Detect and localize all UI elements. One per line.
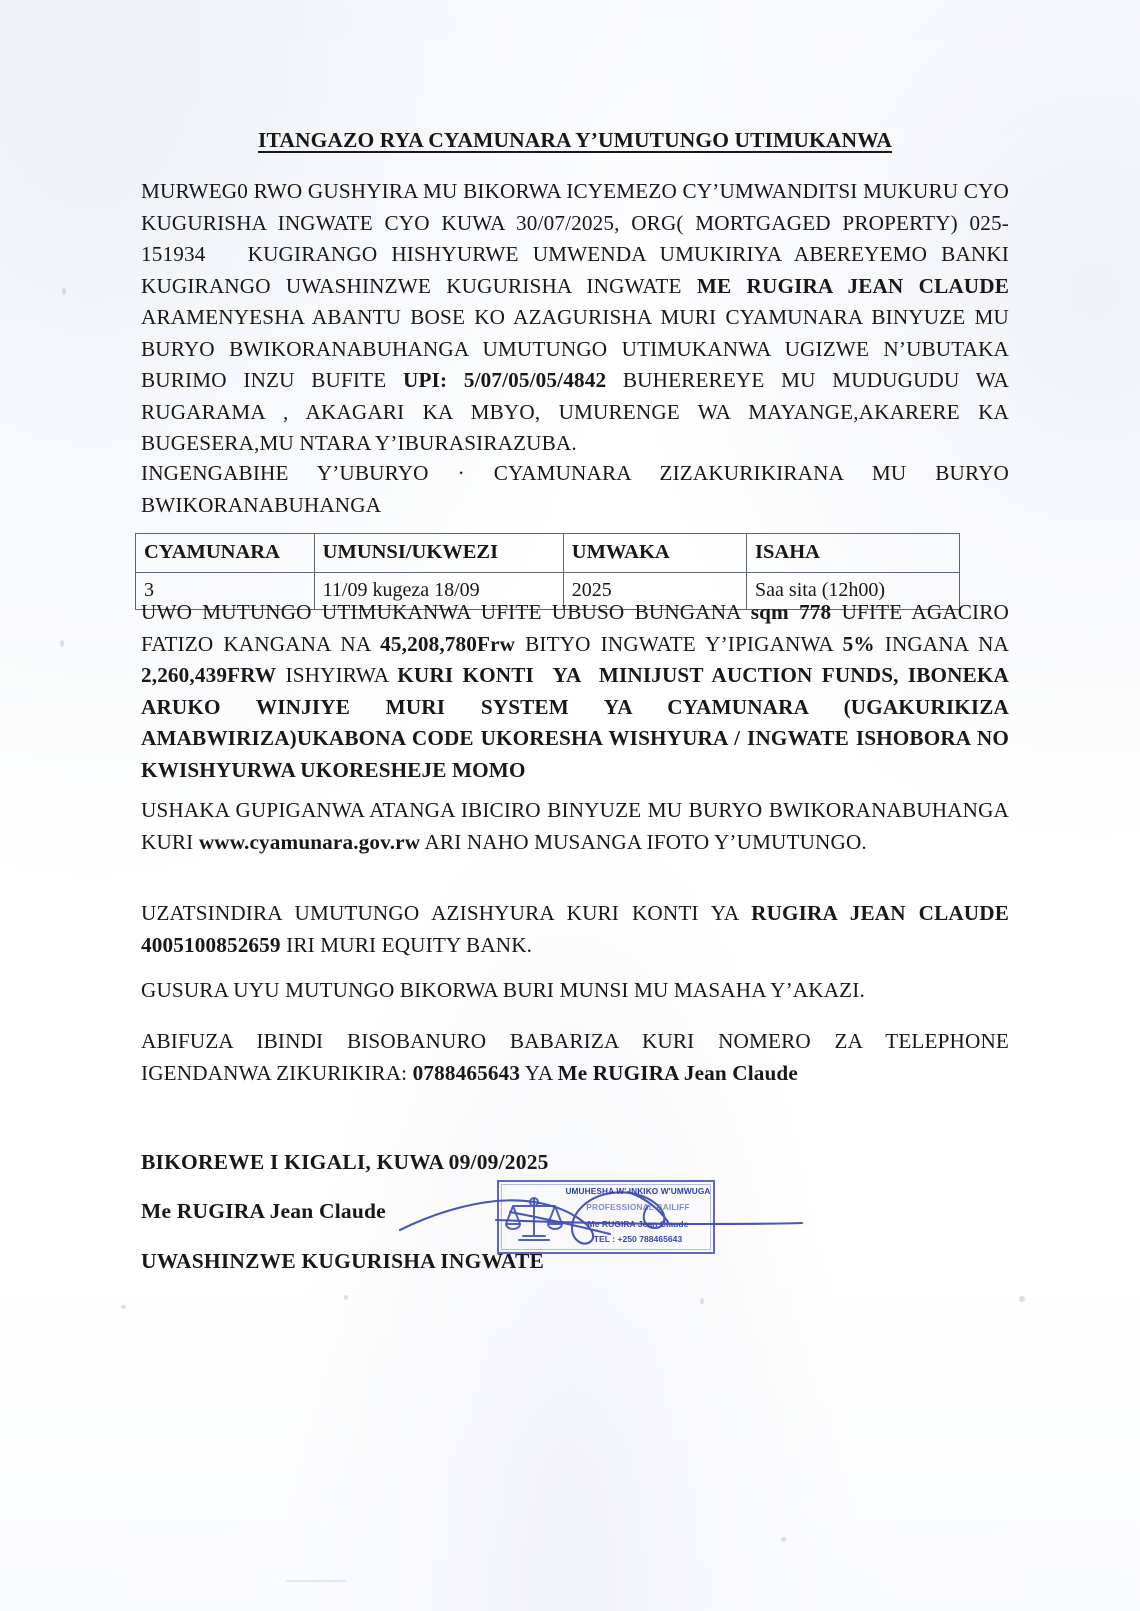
paragraph-2: INGENGABIHE Y’UBURYO · CYAMUNARA ZIZAKURIKIRANA MU BURYO BWIKORANABUHANGA	[141, 461, 1009, 517]
th-isaha: ISAHA	[747, 534, 960, 573]
paragraph-4-block	[141, 795, 1009, 858]
paragraph-7-block	[141, 1026, 1009, 1089]
paragraph-1-block	[141, 176, 1009, 460]
stamp-line-4: TEL : +250 788465643	[593, 1234, 683, 1244]
scan-speck	[62, 288, 66, 295]
official-bailiff-stamp	[497, 1180, 715, 1254]
p5-bold-account-holder: RUGIRA JEAN CLAUDE 4005100852659	[141, 901, 1009, 957]
paragraph-1	[141, 176, 1009, 460]
th-cyamunara: CYAMUNARA	[136, 534, 315, 573]
scan-speck	[1019, 1296, 1025, 1302]
stamp-line-1: UMUHESHA W' INKIKO W'UMWUGA	[565, 1186, 711, 1196]
p5-text-a: UZATSINDIRA UMUTUNGO AZISHYURA KURI KONTI YA	[141, 901, 752, 925]
scan-speck	[700, 1298, 704, 1304]
paragraph-5	[141, 898, 1009, 961]
p3-text-d: INGANA NA	[874, 631, 1009, 656]
p3-bold-account-instructions: KURI KONTI YA MINIJUST AUCTION FUNDS, IBONEKA ARUKO WINJIYE MURI SYSTEM YA CYAMUNARA (UGAKURIKIZA AMABWIRIZA)UKABONA CODE UKORESHA WISHYURA / INGWATE ISHOBORA NO KWISHYURWA UKORESHEJE MOMO	[141, 663, 1010, 782]
stamp-line-2: PROFESSIONAL BAILIFF	[586, 1202, 690, 1212]
p5-text-c: IRI MURI EQUITY BANK.	[280, 932, 533, 957]
td-umunsi-ukwezi: 11/09 kugeza 18/09	[314, 573, 563, 610]
td-umwaka: 2025	[563, 573, 746, 610]
page-title: ITANGAZO RYA CYAMUNARA Y’UMUTUNGO UTIMUKANWA	[258, 128, 892, 152]
paragraph-2-block	[141, 458, 1009, 521]
p1-bold-upi: UPI: 5/07/05/05/4842	[403, 368, 607, 392]
p7-text-a: ABIFUZA IBINDI BISOBANURO BABARIZA KURI NOMERO ZA TELEPHONE IGENDANWA ZIKURIKIRA:	[141, 1029, 1009, 1085]
scan-speck	[60, 640, 64, 647]
th-umwaka: UMWAKA	[563, 534, 746, 573]
scan-speck	[121, 1305, 126, 1309]
p3-bold-base-price: 45,208,780Frw	[380, 631, 516, 656]
p1-text-a: MURWEG0 RWO GUSHYIRA MU BIKORWA ICYEMEZO CY’UMWANDITSI MUKURU CYO KUGURISHA INGWATE CYO KUWA 30/07/2025, ORG( MORTGAGED PROPERTY) 025-151934 KUGIRANGO HISHYURWE UMWENDA UMUKIRIYA ABEREYEMO BANKI KUGIRANGO UWASHINZWE KUGURISHA INGWATE	[141, 179, 1009, 298]
signature-place-date: BIKOREWE I KIGALI, KUWA 09/09/2025	[141, 1150, 549, 1174]
p1-text-d: BUHEREREYE MU MUDUGUDU WA RUGARAMA , AKAGARI KA MBYO, UMURENGE WA MAYANGE,AKARERE KA BUGESERA,MU NTARA Y’IBURASIRAZUBA.	[141, 368, 1009, 455]
paragraph-7	[141, 1026, 1009, 1089]
td-cyamunara: 3	[136, 573, 315, 610]
signature-role: UWASHINZWE KUGURISHA INGWATE	[141, 1249, 545, 1273]
signature-name: Me RUGIRA Jean Claude	[141, 1199, 386, 1223]
auction-website-link[interactable]: www.cyamunara.gov.rw	[198, 829, 421, 854]
p3-text-e: ISHYIRWA	[276, 663, 398, 687]
p7-text-c: YA	[520, 1060, 558, 1085]
scan-speck	[781, 1537, 786, 1542]
paragraph-5-block	[141, 898, 1009, 961]
p3-bold-area: sqm 778	[750, 600, 832, 624]
td-isaha: Saa sita (12h00)	[747, 573, 960, 610]
p4-text-a: USHAKA GUPIGANWA ATANGA IBICIRO BINYUZE MU BURYO BWIKORANABUHANGA KURI	[141, 798, 1009, 854]
stamp-line-3: Me RUGIRA Jean Claude	[587, 1219, 689, 1229]
paragraph-6-block	[141, 975, 1009, 1007]
paragraph-3	[141, 597, 1009, 786]
scan-speck	[286, 1580, 346, 1582]
paragraph-6: GUSURA UYU MUTUNGO BIKORWA BURI MUNSI MU MASAHA Y’AKAZI.	[141, 978, 865, 1002]
p1-text-c: ARAMENYESHA ABANTU BOSE KO AZAGURISHA MURI CYAMUNARA BINYUZE MU BURYO BWIKORANABUHANGA UMUTUNGO UTIMUKANWA UGIZWE N’UBUTAKA BURIMO INZU BUFITE	[141, 305, 1009, 392]
p3-text-a: UWO MUTUNGO UTIMUKANWA UFITE UBUSO BUNGANA	[141, 600, 751, 624]
p1-bold-bailiff-name: ME RUGIRA JEAN CLAUDE	[696, 273, 1009, 298]
p3-bold-deposit: 2,260,439FRW	[141, 663, 277, 687]
p3-bold-percent: 5%	[842, 631, 875, 656]
scales-of-justice-icon	[503, 1188, 565, 1250]
contact-phone-number: 0788465643	[412, 1060, 521, 1085]
paragraph-3-block	[141, 597, 1009, 786]
th-umunsi-ukwezi: UMUNSI/UKWEZI	[314, 534, 563, 573]
stamp-text-block	[565, 1186, 711, 1244]
table-header-row	[136, 534, 960, 573]
p4-text-c: ARI NAHO MUSANGA IFOTO Y’UMUTUNGO.	[420, 829, 867, 854]
scan-speck	[344, 1295, 348, 1300]
paragraph-4	[141, 795, 1009, 858]
p7-bold-bailiff-name: Me RUGIRA Jean Claude	[557, 1060, 798, 1085]
p3-text-c: BITYO INGWATE Y’IPIGANWA	[515, 631, 843, 656]
p3-text-b: UFITE AGACIRO FATIZO KANGANA NA	[141, 600, 1009, 656]
